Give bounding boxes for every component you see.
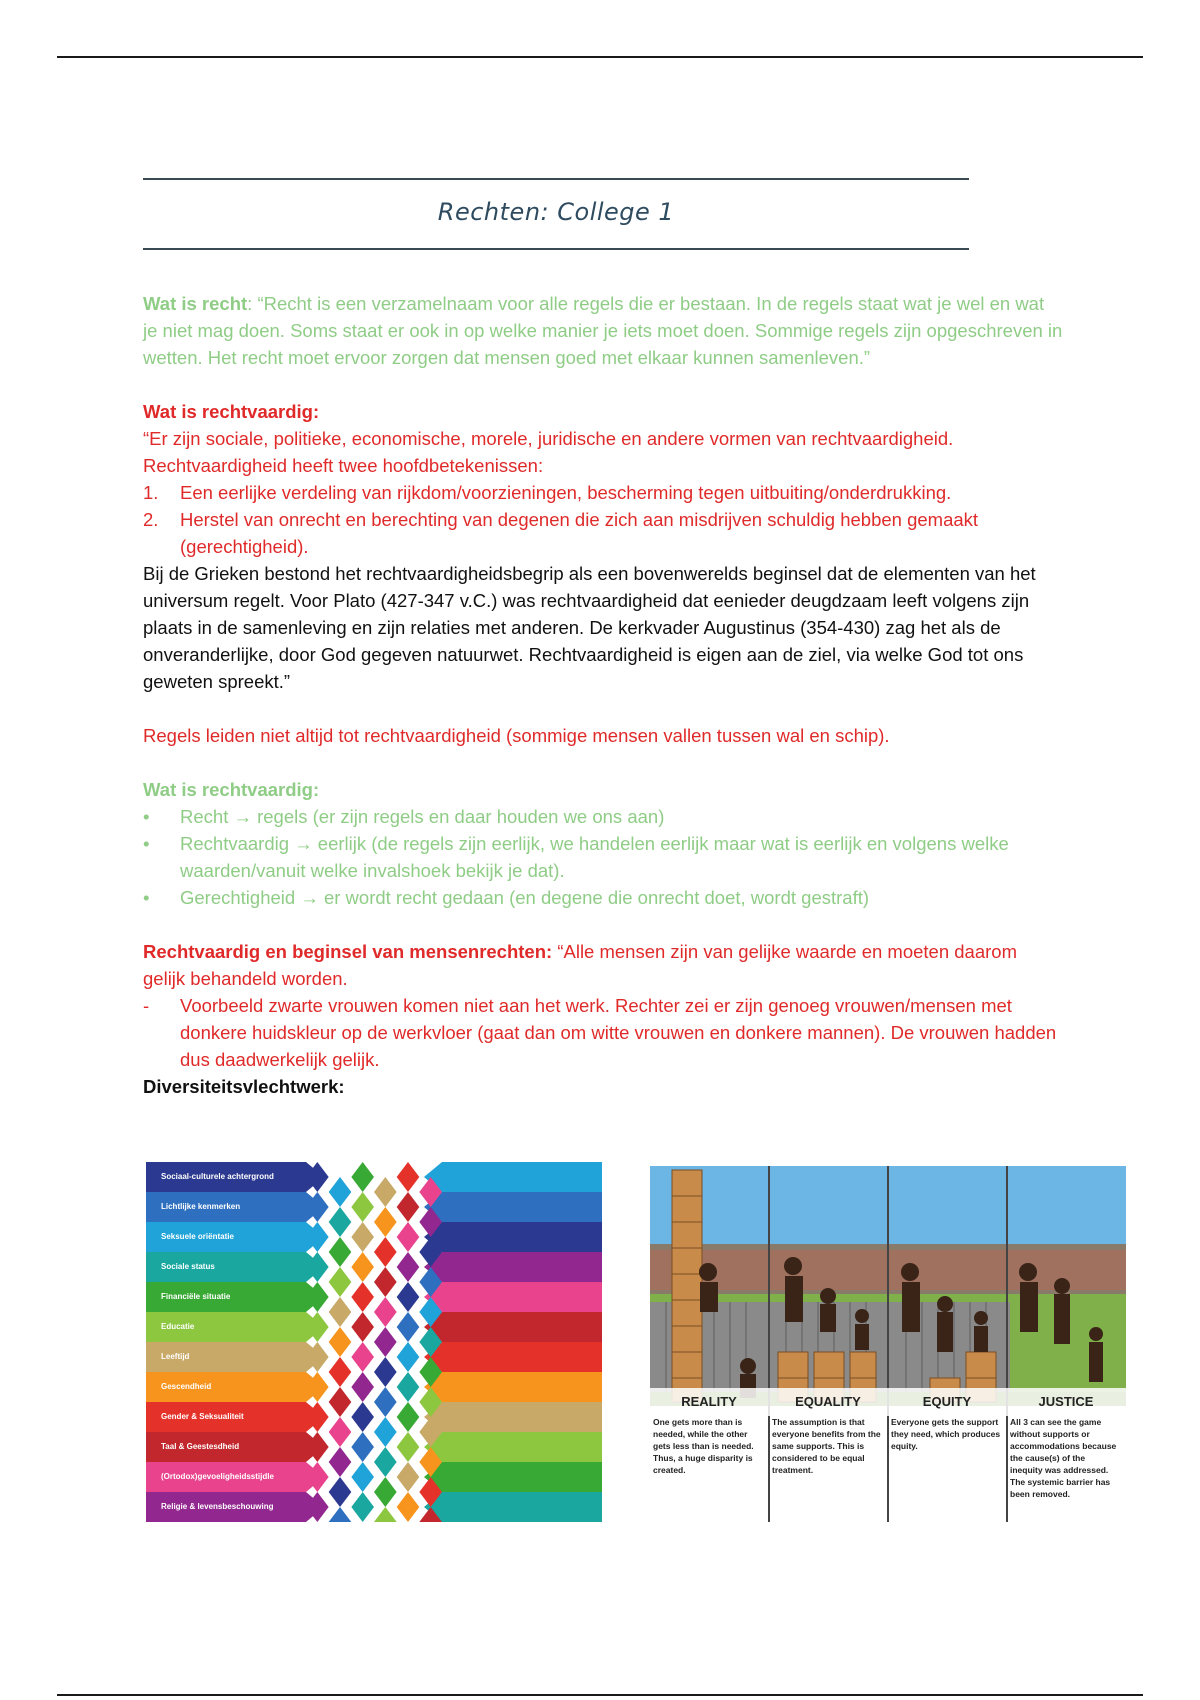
- list-item: [143, 506, 1063, 560]
- braid-diamond: [374, 1417, 397, 1447]
- braid-diamond: [351, 1342, 374, 1372]
- title-top-rule: [143, 178, 969, 180]
- braid-diamond: [397, 1192, 420, 1222]
- braid-diamond: [351, 1252, 374, 1282]
- equity-equality-image: [650, 1166, 1126, 1522]
- bullet-marker: •: [143, 806, 150, 827]
- section-body: Bij de Grieken bestond het rechtvaardigheidsbegrip als een bovenwerelds beginsel dat de elementen van het universum regelt. Voor Plato (427-347 v.C.) was rechtvaardigheid dat eenieder deugdzaam leeft volgens zijn plaats in de samenleving en zijn relaties met anderen. De kerkvader Augustinus (354-430) zag het als de onveranderlijke, door God gegeven natuurwet. Rechtvaardigheid is eigen aan de ziel, via welke God tot ons geweten spreekt.”: [143, 563, 1036, 692]
- braid-diamond: [374, 1207, 397, 1237]
- braid-diamond: [351, 1492, 374, 1522]
- braid-diamond: [329, 1267, 352, 1297]
- braid-strand-right: [424, 1312, 602, 1342]
- braid-label: Educatie: [161, 1322, 195, 1331]
- braid-diamond: [397, 1492, 420, 1522]
- braid-strand-right: [424, 1252, 602, 1282]
- braid-diamond: [374, 1357, 397, 1387]
- braid-diamond: [397, 1312, 420, 1342]
- section-heading: Wat is recht: [143, 293, 248, 314]
- bottom-page-rule: [57, 1694, 1143, 1696]
- braid-diamond: [397, 1462, 420, 1492]
- braid-diamond: [329, 1207, 352, 1237]
- braid-diamond: [329, 1447, 352, 1477]
- braid-diamond: [374, 1387, 397, 1417]
- list-item-text: Herstel van onrecht en berechting van degenen die zich aan misdrijven schuldig hebben gemaakt (gerechtigheid).: [180, 509, 979, 557]
- panel-title-reality: REALITY: [681, 1394, 737, 1409]
- panel-caption-reality: One gets more than is needed, while the other gets less than is needed. Thus, a huge disparity is created.: [653, 1417, 754, 1475]
- section-text: “Alle mensen zijn van gelijke waarde en moeten daarom gelijk behandeld worden.: [143, 941, 1017, 989]
- list-item-text: Gerechtigheid → er wordt recht gedaan (en degene die onrecht doet, wordt gestraft): [180, 887, 870, 908]
- panel-title-equity: EQUITY: [922, 1394, 972, 1409]
- diversity-braid-image: [146, 1162, 602, 1522]
- braid-diamond: [374, 1237, 397, 1267]
- braid-diamond: [351, 1312, 374, 1342]
- braid-label: Seksuele oriëntatie: [161, 1232, 234, 1241]
- braid-label: Religie & levensbeschouwing: [161, 1502, 274, 1511]
- list-item: [143, 479, 1063, 506]
- panel-caption-equity: Everyone gets the support they need, which produces equity.: [891, 1417, 1001, 1451]
- braid-label: Lichtlijke kenmerken: [161, 1202, 241, 1211]
- list-item: [143, 884, 1063, 911]
- section-mensenrechten: [143, 938, 1063, 992]
- list-item: [143, 803, 1063, 830]
- braid-diamond: [397, 1432, 420, 1462]
- braid-diamond: [374, 1297, 397, 1327]
- section-diversiteit-heading: Diversiteitsvlechtwerk:: [143, 1076, 345, 1097]
- list-marker: 1.: [143, 482, 159, 503]
- braid-strand-right: [424, 1462, 602, 1492]
- braid-diamond: [397, 1162, 420, 1192]
- braid-diamond: [351, 1462, 374, 1492]
- braid-diamond: [329, 1237, 352, 1267]
- braid-diamond: [397, 1342, 420, 1372]
- list-item-text: Voorbeeld zwarte vrouwen komen niet aan het werk. Rechter zei er zijn genoeg vrouwen/mensen met donkere huidskleur op de werkvloer (gaat dan om witte vrouwen en donkere mannen). De vrouwen hadden dus daadwerkelijk gelijk.: [180, 995, 1057, 1070]
- braid-strand-right: [424, 1282, 602, 1312]
- section-heading: Rechtvaardig en beginsel van mensenrechten:: [143, 941, 553, 962]
- top-page-rule: [57, 56, 1143, 58]
- braid-diamond: [351, 1402, 374, 1432]
- heading-text: Wat is rechtvaardig:: [143, 779, 320, 800]
- document-body: [143, 290, 1063, 1100]
- list-item-text: Een eerlijke verdeling van rijkdom/voorzieningen, bescherming tegen uitbuiting/onderdrukking.: [180, 482, 952, 503]
- braid-diamond: [329, 1417, 352, 1447]
- braid-diamond: [329, 1477, 352, 1507]
- numbered-list: [143, 479, 1063, 560]
- dash-marker: -: [143, 995, 150, 1016]
- panel-caption-equality: The assumption is that everyone benefits from the same supports. This is considered to be equal treatment.: [772, 1417, 881, 1475]
- braid-diamond: [329, 1357, 352, 1387]
- braid-diamond: [374, 1267, 397, 1297]
- braid-label: Leeftijd: [161, 1352, 190, 1361]
- panel-caption-justice: All 3 can see the game without supports or accommodations because the cause(s) of the inequity was addressed. The systemic barrier has been removed.: [1010, 1417, 1117, 1499]
- braid-diamond: [374, 1477, 397, 1507]
- braid-diamond: [374, 1447, 397, 1477]
- braid-graphic: [146, 1162, 602, 1522]
- panel-title-equality: EQUALITY: [795, 1394, 861, 1409]
- braid-strand-right: [424, 1402, 602, 1432]
- braid-diamond: [351, 1192, 374, 1222]
- braid-diamond: [374, 1177, 397, 1207]
- section-regels: Regels leiden niet altijd tot rechtvaardigheid (sommige mensen vallen tussen wal en schip).: [143, 725, 890, 746]
- bullet-marker: •: [143, 887, 150, 908]
- list-item-text: Recht → regels (er zijn regels en daar houden we ons aan): [180, 806, 665, 827]
- bullet-list: [143, 803, 1063, 911]
- braid-diamond: [329, 1507, 352, 1522]
- braid-label: Financiële situatie: [161, 1292, 231, 1301]
- braid-label: Sociaal-culturele achtergrond: [161, 1172, 274, 1181]
- braid-diamond: [351, 1372, 374, 1402]
- braid-strand-right: [424, 1342, 602, 1372]
- braid-label: Taal & Geestesdheid: [161, 1442, 240, 1451]
- braid-diamond: [329, 1177, 352, 1207]
- braid-diamond: [351, 1432, 374, 1462]
- heading-text: Wat is rechtvaardig:: [143, 401, 320, 422]
- braid-diamond: [329, 1327, 352, 1357]
- list-item: [143, 830, 1063, 884]
- section-text: : “Recht is een verzamelnaam voor alle regels die er bestaan. In de regels staat wat je wel en wat je niet mag doen. Soms staat er ook in op welke manier je iets moet doen. Sommige regels zijn opgeschreven in wetten. Het recht moet ervoor zorgen dat mensen goed met elkaar kunnen samenleven.”: [143, 293, 1063, 368]
- braid-diamond: [351, 1282, 374, 1312]
- braid-label: (Ortodox)gevoeligheidsstijdle: [161, 1472, 274, 1481]
- braid-label: Gescendheid: [161, 1382, 212, 1391]
- section-wat-is-recht: [143, 290, 1063, 371]
- page-title: Rechten: College 1: [437, 198, 675, 226]
- section-heading: [143, 398, 1063, 425]
- braid-diamond: [397, 1252, 420, 1282]
- dash-list: [143, 992, 1063, 1073]
- braid-diamond: [374, 1327, 397, 1357]
- braid-diamond: [329, 1387, 352, 1417]
- braid-diamond: [351, 1162, 374, 1192]
- braid-strand-right: [424, 1162, 602, 1192]
- braid-diamond: [397, 1282, 420, 1312]
- braid-diamond: [397, 1372, 420, 1402]
- braid-diamond: [374, 1507, 397, 1522]
- braid-label: Gender & Seksualiteit: [161, 1412, 244, 1421]
- braid-strand-right: [424, 1432, 602, 1462]
- panel-title-justice: JUSTICE: [1038, 1394, 1094, 1409]
- braid-diamond: [397, 1402, 420, 1432]
- list-item: [143, 992, 1063, 1073]
- figures-row: [143, 1162, 1143, 1526]
- section-intro: “Er zijn sociale, politieke, economische, morele, juridische en andere vormen van rechtvaardigheid. Rechtvaardigheid heeft twee hoofdbetekenissen:: [143, 428, 954, 476]
- title-bottom-rule: [143, 248, 969, 250]
- braid-diamond: [329, 1297, 352, 1327]
- list-marker: 2.: [143, 509, 159, 530]
- list-item-text: Rechtvaardig → eerlijk (de regels zijn eerlijk, we handelen eerlijk maar wat is eerlijk en volgens welke waarden/vanuit welke invalshoek bekijk je dat).: [180, 833, 1009, 881]
- section-heading: [143, 776, 1063, 803]
- braid-diamond: [351, 1222, 374, 1252]
- bullet-marker: •: [143, 833, 150, 854]
- braid-label: Sociale status: [161, 1262, 215, 1271]
- braid-strand-right: [424, 1492, 602, 1522]
- braid-strand-right: [424, 1222, 602, 1252]
- braid-strand-right: [424, 1372, 602, 1402]
- braid-strand-right: [424, 1192, 602, 1222]
- braid-diamond: [397, 1222, 420, 1252]
